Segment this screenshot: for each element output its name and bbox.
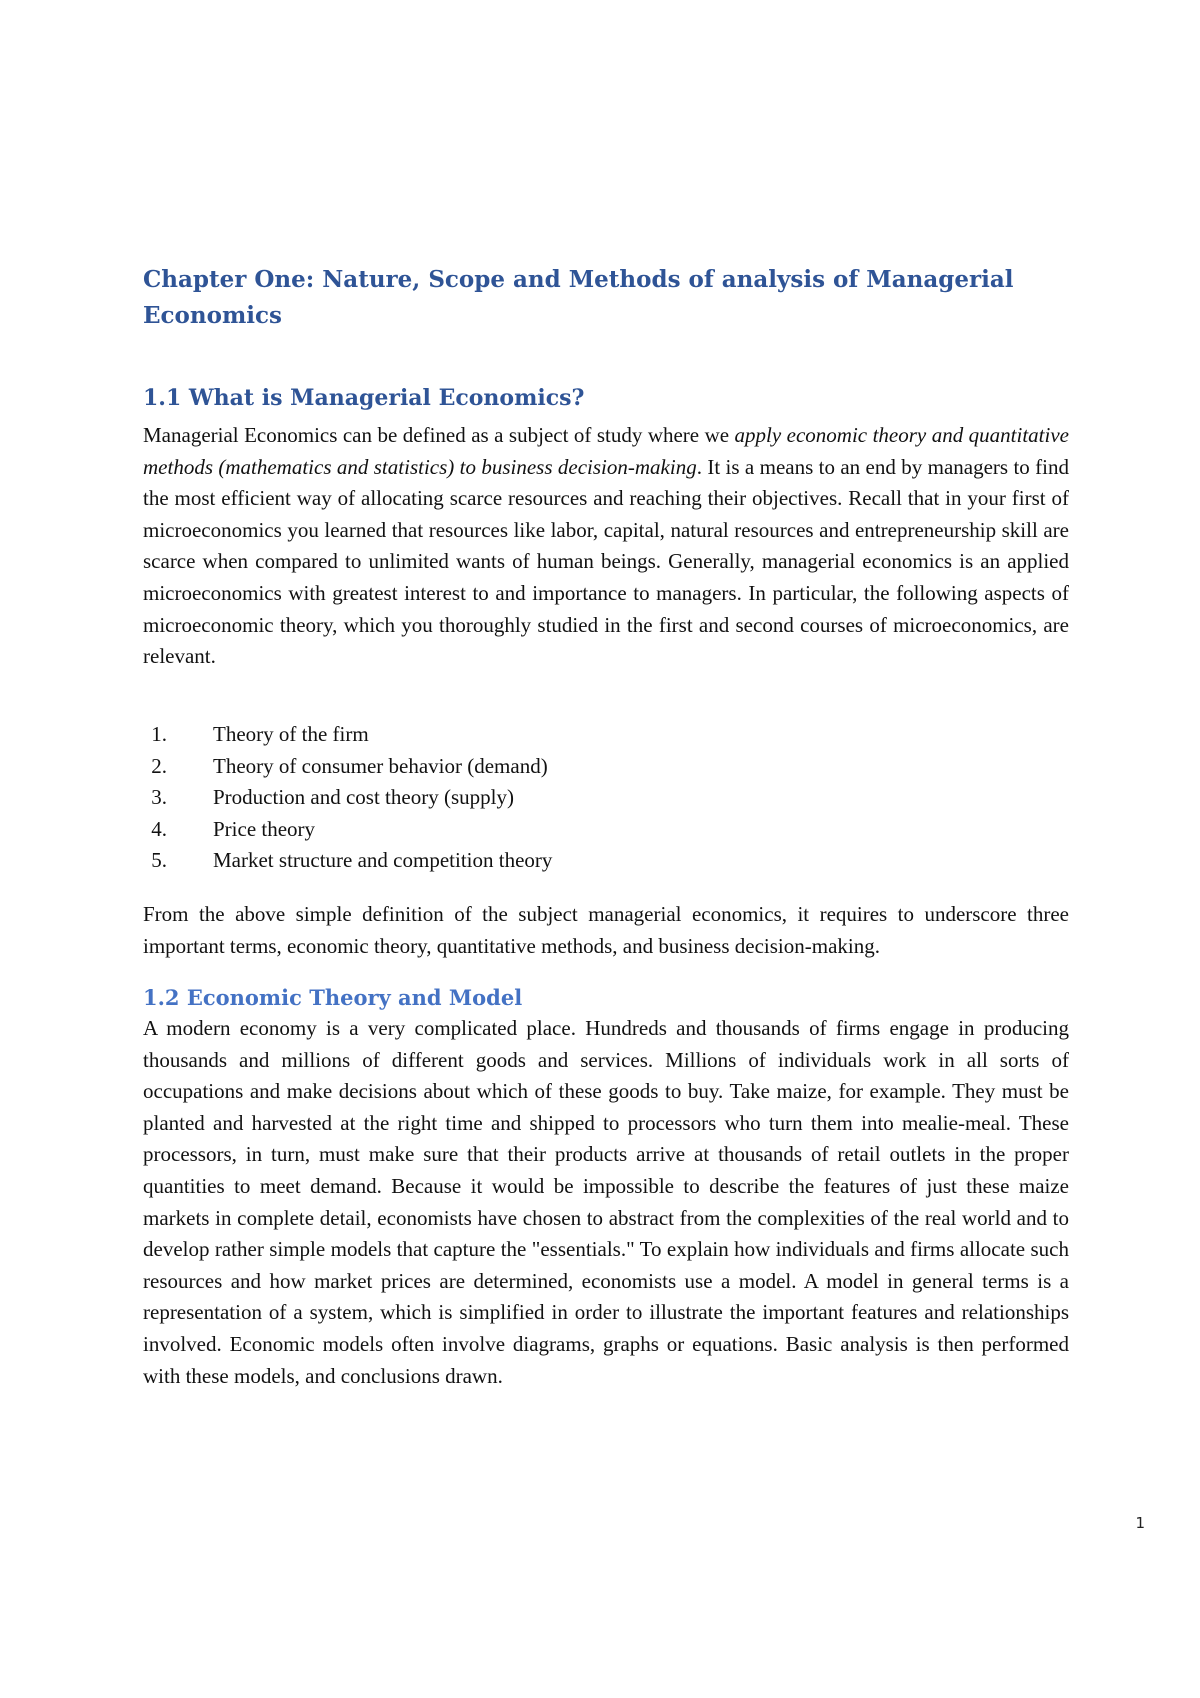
paragraph-text: Managerial Economics can be defined as a subject of study where we — [143, 423, 735, 447]
list-item-text: Price theory — [213, 816, 316, 841]
list-number: 1. — [151, 722, 167, 746]
list-item — [143, 751, 552, 783]
list-number: 4. — [151, 816, 167, 841]
list-item-text: Production and cost theory (supply) — [213, 785, 514, 810]
list-item — [143, 814, 552, 846]
paragraph-text-continued: . It is a means to an end by managers to find the most efficient way of allocating scarce resources and reaching their objectives. Recall that in your first of microeconomics you learned that resources like labor, capital, natural resources and entrepreneurship skill are scarce when compared to unlimited wants of human beings. Generally, managerial economics is an applied microeconomics with greatest interest to and importance to managers. In particular, the following aspects of microeconomic theory, which you thoroughly studied in the first and second courses of microeconomics, are relevant. — [143, 454, 1069, 669]
list-number: 2. — [151, 753, 167, 778]
section-1-1-paragraph-2: From the above simple definition of the subject managerial economics, it requires to underscore three important terms, economic theory, quantitative methods, and business decision-making. — [143, 902, 1069, 958]
microeconomic-aspects-list — [143, 719, 552, 877]
section-heading-1-2: 1.2 Economic Theory and Model — [143, 985, 523, 1010]
list-item-text: Theory of the firm — [213, 722, 369, 746]
page-number: 1 — [1135, 1514, 1145, 1532]
italic-definition: apply economic theory and quantitative methods (mathematics and statistics) to business decision-making — [143, 423, 1069, 479]
list-item — [143, 845, 552, 877]
list-item — [143, 719, 552, 751]
list-item-text: Market structure and competition theory — [213, 848, 553, 873]
document-page — [143, 0, 1069, 1698]
section-heading-1-1: 1.1 What is Managerial Economics? — [143, 385, 585, 411]
section-1-1-paragraph-1 — [143, 420, 1069, 673]
section-1-2-paragraph-1: A modern economy is a very complicated place. Hundreds and thousands of firms engage in producing thousands and millions of different goods and services. Millions of individuals work in all sorts of occupations and make decisions about which of these goods to buy. Take maize, for example. They must be planted and harvested at the right time and shipped to processors who turn them into mealie-meal. These processors, in turn, must make sure that their products arrive at thousands of retail outlets in the proper quantities to meet demand. Because it would be impossible to describe the features of just these maize markets in complete detail, economists have chosen to abstract from the complexities of the real world and to develop rather simple models that capture the "essentials." To explain how individuals and firms allocate such resources and how market prices are determined, economists use a model. A model in general terms is a representation of a system, which is simplified in order to illustrate the important features and relationships involved. Economic models often involve diagrams, graphs or equations. Basic analysis is then performed with these models, and conclusions drawn. — [143, 1016, 1069, 1388]
chapter-title: Chapter One: Nature, Scope and Methods of analysis of Managerial Economics — [143, 266, 1014, 329]
list-item-text: Theory of consumer behavior (demand) — [213, 753, 548, 778]
list-number: 3. — [151, 785, 167, 810]
list-number: 5. — [151, 848, 167, 873]
list-item — [143, 782, 552, 814]
